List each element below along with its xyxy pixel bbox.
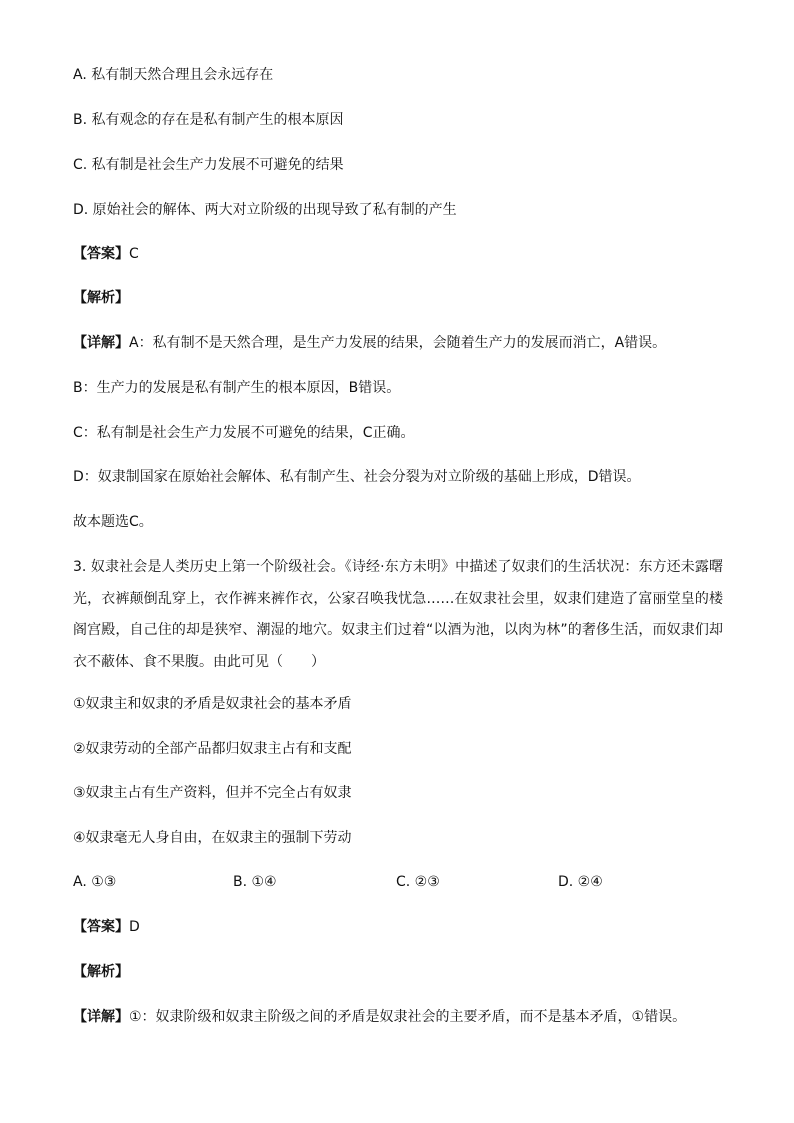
q3-statement-4: ④奴隶毫无人身自由，在奴隶主的强制下劳动 [73, 830, 352, 846]
q2-answer-value: C [129, 246, 139, 262]
q2-detail-d: D：奴隶制国家在原始社会解体、私有制产生、社会分裂为对立阶级的基础上形成，D错误。 [73, 469, 641, 485]
q2-detail-tag: 【详解】 [73, 335, 129, 351]
q3-choice-d: D. ②④ [558, 874, 603, 890]
q2-option-b: B. 私有观念的存在是私有制产生的根本原因 [73, 112, 344, 128]
q2-answer-tag: 【答案】 [73, 246, 129, 262]
q3-statement-1: ①奴隶主和奴隶的矛盾是奴隶社会的基本矛盾 [73, 696, 352, 712]
q2-detail-b: B：生产力的发展是私有制产生的根本原因，B错误。 [73, 380, 401, 396]
q3-analysis-tag [73, 962, 129, 982]
q3-stem: 3. 奴隶社会是人类历史上第一个阶级社会。《诗经·东方未明》中描述了奴隶们的生活状况：东方还未露曙光，衣裤颠倒乱穿上，衣作裤来裤作衣，公家召唤我忧急……在奴隶社会里，奴隶们建造了富丽堂皇的楼阁宫殿，自己住的却是狭窄、潮湿的地穴。奴隶主们过着“以酒为池，以肉为林”的奢侈生活，而奴隶们却衣不蔽体、食不果腹。由此可见（ ） [73, 559, 723, 670]
q3-analysis-label: 【解析】 [73, 964, 129, 980]
q3-choice-a: A. ①③ [73, 874, 117, 890]
q3-statement-3: ③奴隶主占有生产资料，但并不完全占有奴隶 [73, 785, 352, 801]
q2-option-a: A. 私有制天然合理且会永远存在 [73, 67, 274, 83]
q3-detail-tag: 【详解】 [73, 1009, 129, 1025]
q2-answer [73, 244, 139, 264]
q3-choice-b: B. ①④ [233, 874, 277, 890]
q2-analysis-label: 【解析】 [73, 290, 129, 306]
q3-answer [73, 917, 140, 937]
q3-answer-tag: 【答案】 [73, 919, 129, 935]
q3-answer-value: D [129, 919, 140, 935]
q2-option-d: D. 原始社会的解体、两大对立阶级的出现导致了私有制的产生 [73, 202, 457, 218]
q3-detail-1 [73, 1007, 686, 1027]
q3-statement-2: ②奴隶劳动的全部产品都归奴隶主占有和支配 [73, 741, 352, 757]
q2-analysis-tag [73, 288, 129, 308]
q3-choice-c: C. ②③ [396, 874, 440, 890]
q2-option-c: C. 私有制是社会生产力发展不可避免的结果 [73, 157, 344, 173]
q2-conclusion: 故本题选C。 [73, 514, 153, 530]
q3-detail-1-text: ①：奴隶阶级和奴隶主阶级之间的矛盾是奴隶社会的主要矛盾，而不是基本矛盾，①错误。 [129, 1009, 687, 1025]
q2-detail-a-text: A：私有制不是天然合理，是生产力发展的结果，会随着生产力的发展而消亡，A错误。 [129, 335, 667, 351]
q2-detail-a [73, 333, 666, 353]
q2-detail-c: C：私有制是社会生产力发展不可避免的结果，C正确。 [73, 425, 415, 441]
